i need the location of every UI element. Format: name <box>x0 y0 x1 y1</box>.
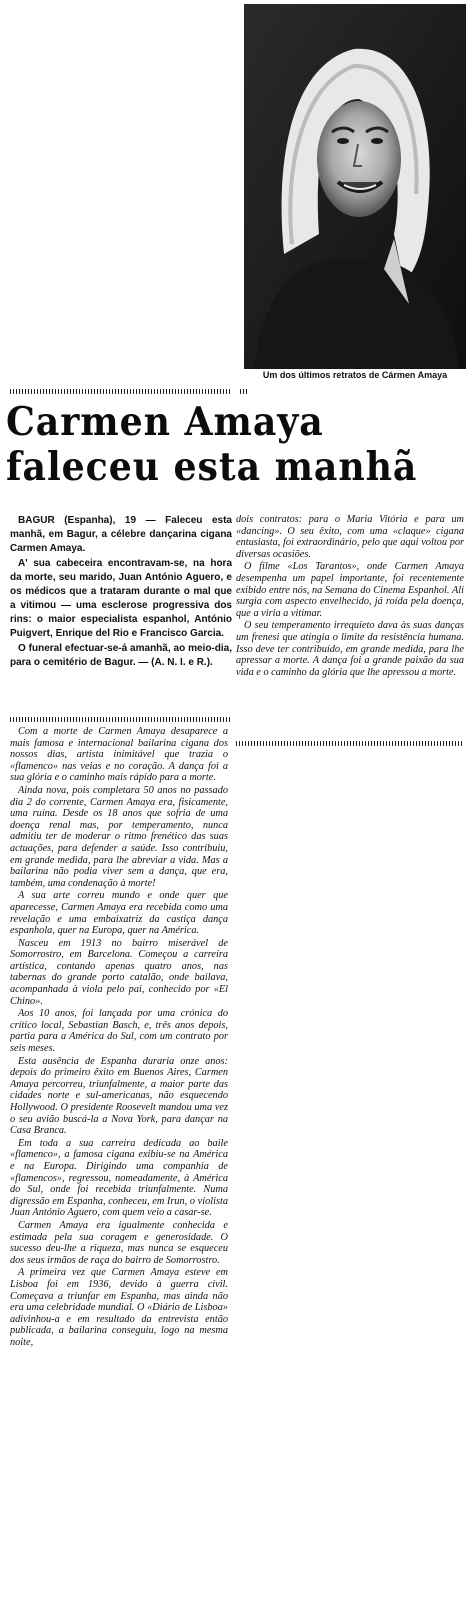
lead-paragraph-2: A' sua cabeceira encontravam-se, na hora da morte, seu marido, Juan António Aguero, e os médicos que a trataram durante o mal que a vitimou — uma esclerose progressiva dos rins: o maior especialista espanhol, António Puigvert, Enrique del Rio e Francisco Garcia. <box>10 558 232 639</box>
right-column <box>236 514 464 679</box>
main-paragraph-8: Carmen Amaya era igualmente conhecida e estimada pela sua coragem e generosidade. O sucesso deu-lhe a riqueza, mas nunca se esqueceu dos seus irmãos de raça do bairro de Somorrostro. <box>10 1219 228 1266</box>
dateline: BAGUR (Espanha), 19 — <box>18 515 156 526</box>
divider-top <box>10 389 232 394</box>
right-paragraph-2: O filme «Los Tarantos», onde Carmen Amaya desempenha um papel importante, foi recentemente exibido entre nós, na Semana do Cinema Espanhol. Ali surgia com aspecto envelhecido, já roída pela doença, que a viria a vitimar. <box>236 561 464 619</box>
lead-paragraphs <box>10 514 232 671</box>
right-paragraph-1: dois contratos: para o Maria Vitória e para um «dancing». O seu êxito, com uma «claque» cigana entusiasta, foi extraordinário, pelo que aqui voltou por diversas ocasiões. <box>236 514 464 560</box>
lead-text-1: Faleceu esta manhã, em Bagur, a célebre dançarina cigana Carmen Amaya. <box>10 515 232 554</box>
main-paragraph-9: A primeira vez que Carmen Amaya esteve em Lisboa foi em 1936, devido à guerra civil. Começava a triunfar em Espanha, mas ainda não era uma celebridade mundial. O «Diário de Lisboa» adivinhou-a e em resultado da entrevista então publicada, a bailarina conseguiu, logo na mesma noite, <box>10 1267 228 1348</box>
lead-paragraph-1 <box>10 514 232 556</box>
main-paragraph-6: Esta ausência de Espanha duraria onze anos: depois do primeiro êxito em Buenos Aires, Carmen Amaya percorreu, triunfalmente, a maior parte das cidades norte e sul-americanas, não esquecendo Hollywood. O presidente Roosevelt mandou uma vez o seu avião buscá-la a Nova York, para dançar na Casa Branca. <box>10 1055 228 1137</box>
headline <box>6 400 468 490</box>
main-column <box>10 726 228 1596</box>
main-paragraph-4: Nasceu em 1913 no bairro miserável de Somorrostro, em Barcelona. Começou a carreira artística, contando apenas quatro anos, nas tabernas do grande porto catalão, onde bailava, acompanhada à viola pelo pai, conhecido por «El Chino». <box>10 937 228 1007</box>
main-paragraph-1: Com a morte de Carmen Amaya desaparece a mais famosa e internacional bailarina cigana dos nossos dias, artista inimitável que trazia o «flamenco» nas veias e no coração. A dança foi a sua glória e o caminho mais rápido para a morte. <box>10 726 228 784</box>
lead-paragraph-3: O funeral efectuar-se-á amanhã, ao meio-dia, para o cemitério de Bagur. — (A. N. I. e R.). <box>10 643 232 668</box>
divider-top-right <box>240 389 248 394</box>
main-paragraph-2: Ainda nova, pois completara 50 anos no passado dia 2 do corrente, Carmen Amaya era, fisicamente, uma ruína. Desde os 18 anos que sofria de uma doença renal mas, por temperamento, nunca admitiu ter de moderar o ritmo frenético das suas actuações, para defender a saúde. Isso contribuiu, em grande medida, para lhe abreviar a vida. Mas a bailarina não podia viver sem a dança, que era, também, uma condenação à morte! <box>10 784 228 889</box>
right-paragraph-3: O seu temperamento irrequieto dava às suas danças um frenesi que atingia o limite da resistência humana. Isso deve ter contribuído, em grande medida, para lhe apressar a morte. A dança foi a grande paixão da sua vida e o caminho da glória que lhe apressou a morte. <box>236 620 464 678</box>
photo-caption: Um dos últimos retratos de Cármen Amaya <box>262 370 448 380</box>
divider-right-end <box>236 741 464 746</box>
main-paragraph-7: Em toda a sua carreira dedicada ao baile «flamenco», a famosa cigana exibiu-se na América e na Europa. Dirigindo uma companhia de «flamencos», regressou, nomeadamente, à América do Sul, onde foi recebida triunfalmente. Numa digressão em Espanha, conheceu, em Irun, o violista Juan António Aguero, com quem veio a casar-se. <box>10 1137 228 1219</box>
portrait-image <box>244 4 466 369</box>
divider-lead <box>10 717 230 722</box>
headline-line-1: Carmen Amaya <box>6 399 324 445</box>
main-paragraph-5: Aos 10 anos, foi lançada por uma crónica do crítico local, Sebastian Basch, e, três anos depois, partia para a América do Sul, com um contrato por seis meses. <box>10 1008 228 1055</box>
headline-line-2: faleceu esta manhã <box>6 444 418 490</box>
main-paragraph-3: A sua arte correu mundo e onde quer que aparecesse, Carmen Amaya era recebida como uma revelação e uma embaixatriz da castiça dança espanhola, quer na Europa, quer na América. <box>10 890 228 937</box>
portrait-photo <box>244 4 466 369</box>
